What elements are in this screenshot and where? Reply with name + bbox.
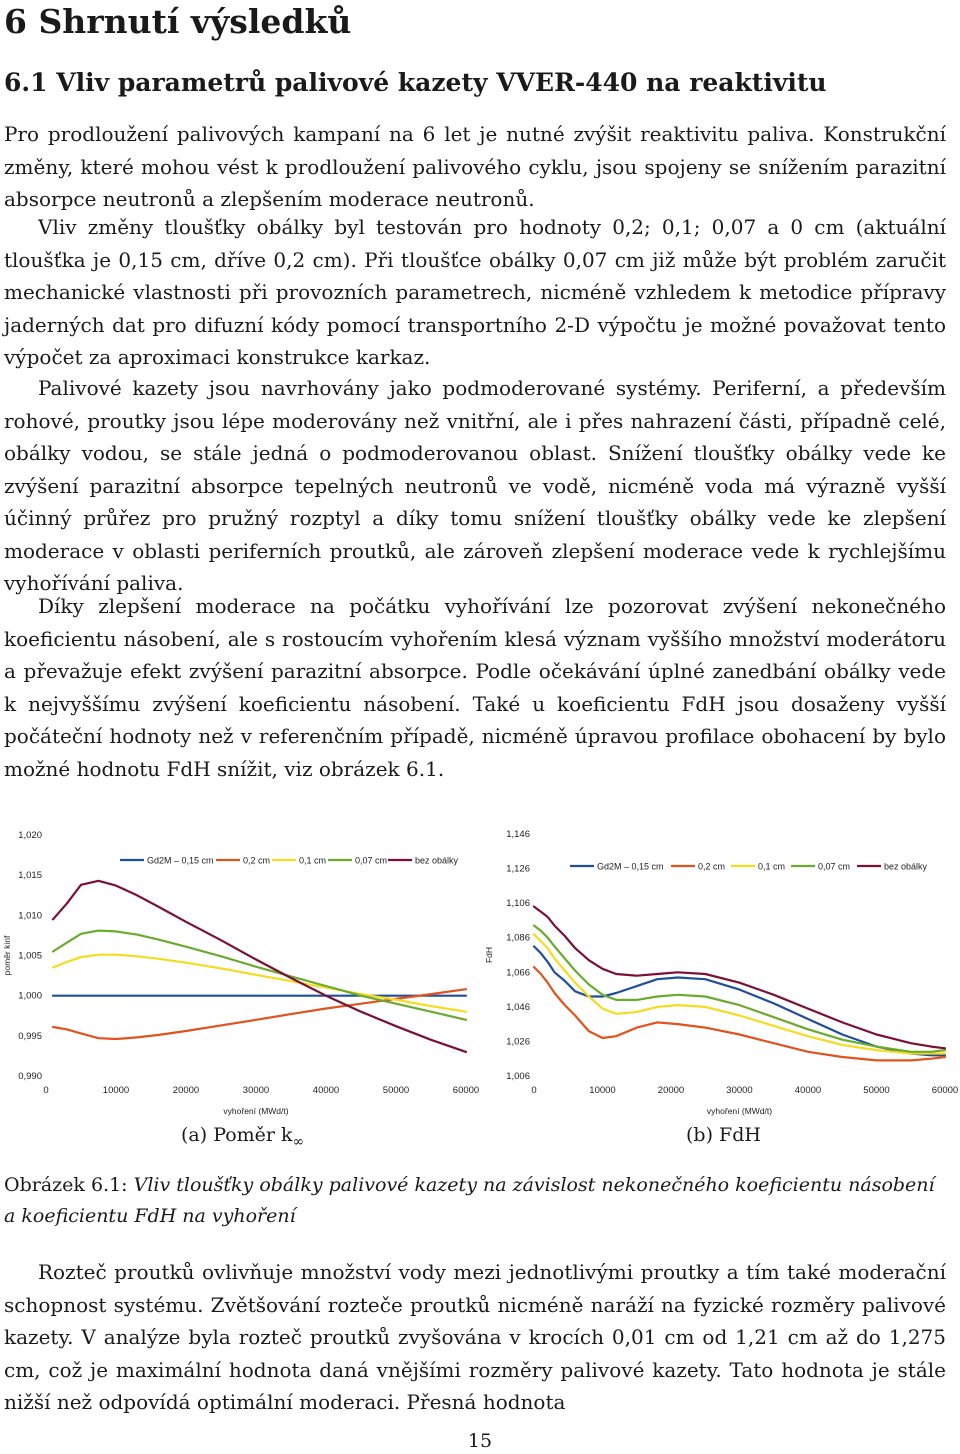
legend-label: 0,1 cm	[299, 855, 327, 866]
legend-label: Gd2M – 0,15 cm	[597, 861, 664, 872]
legend-label: bez obálky	[415, 855, 459, 866]
chapter-heading: 6 Shrnutí výsledků	[4, 2, 352, 41]
series-line	[53, 881, 466, 1052]
x-tick-label: 50000	[863, 1085, 890, 1096]
x-axis-label: vyhoření (MWd/t)	[223, 1106, 289, 1116]
y-tick-label: 1,020	[18, 830, 42, 841]
x-tick-label: 20000	[172, 1085, 200, 1096]
legend-label: 0,2 cm	[243, 855, 271, 866]
paragraph-5: Rozteč proutků ovlivňuje množství vody mezi jednotlivými proutky a tím také moderační schopnost systému. Zvětšování rozteče proutků nicméně naráží na fyzické rozměry palivové kazety. V analýze byla rozteč proutků zvyšována v krocích 0,01 cm od 1,21 cm až do 1,275 cm, což je maximální hodnota daná vnějšími rozměry palivové kazety. Tato hodnota je stále nižší než odpovídá optimální moderaci. Přesná hodnota	[4, 1260, 946, 1414]
x-tick-label: 50000	[382, 1085, 410, 1096]
y-tick-label: 1,010	[18, 910, 42, 922]
subcaption-a-subscript: ∞	[292, 1133, 305, 1150]
page-number: 15	[467, 1430, 493, 1452]
series-line	[53, 955, 466, 1012]
legend-label: 0,07 cm	[355, 855, 388, 866]
paragraph-1: Pro prodloužení palivových kampaní na 6 let je nutné zvýšit reaktivitu paliva. Konstrukční změny, které mohou vést k prodloužení palivového cyklu, jsou spojeny se snížením parazitní absorpce neutronů a zlepšením moderace neutronů.	[4, 122, 946, 211]
x-axis-label: vyhoření (MWd/t)	[706, 1106, 773, 1116]
y-tick-label: 1,026	[506, 1036, 530, 1048]
legend-label: bez obálky	[884, 861, 928, 872]
section-heading: 6.1 Vliv parametrů palivové kazety VVER-440 na reaktivitu	[4, 68, 827, 97]
x-tick-label: 40000	[794, 1085, 822, 1096]
figure-caption-label: Obrázek 6.1:	[4, 1174, 128, 1196]
series-line	[534, 946, 945, 1055]
y-tick-label: 1,015	[18, 870, 42, 882]
legend-label: 0,1 cm	[758, 861, 786, 872]
legend-label: 0,2 cm	[698, 861, 726, 872]
paragraph-3: Palivové kazety jsou navrhovány jako podmoderované systémy. Periferní, a především rohové, proutky jsou lépe moderovány než vnitřní, ale i přes nahrazení části, případně celé, obálky vodou, se stále jedná o podmoderovanou oblast. Snížení tloušťky obálky vede ke zvýšení parazitní absorpce tepelných neutronů ve vodě, nicméně voda má výrazně vyšší účinný průřez pro pružný rozptyl a díky tomu snížení tloušťky obálky vede ke zlepšení moderace v oblasti periferních proutků, ale zároveň zlepšení moderace vede k rychlejšímu vyhořívání paliva.	[4, 376, 946, 595]
figure-caption-text: Vliv tloušťky obálky palivové kazety na závislost nekonečného koeficientu násobení a koeficientu FdH na vyhoření	[4, 1174, 935, 1227]
x-tick-label: 10000	[102, 1085, 130, 1096]
figure-caption	[4, 1170, 946, 1232]
paragraph-4: Díky zlepšení moderace na počátku vyhořívání lze pozorovat zvýšení nekonečného koeficientu násobení, ale s rostoucím vyhořením klesá význam vyššího množství moderátoru a převažuje efekt zvýšení parazitní absorpce. Podle očekávání úplné zanedbání obálky vede k nejvyššímu zvýšení koeficientu násobení. Také u koeficientu FdH jsou dosaženy vyšší počáteční hodnoty než v referenčním případě, nicméně úpravou profilace obohacení by bylo možné hodnotu FdH snížit, viz obrázek 6.1.	[4, 594, 946, 781]
y-tick-label: 1,126	[506, 863, 530, 875]
chart-kinf	[0, 816, 480, 1116]
y-tick-label: 1,000	[18, 990, 42, 1002]
series-line	[534, 967, 945, 1060]
x-tick-label: 0	[43, 1085, 49, 1096]
x-tick-label: 30000	[726, 1085, 753, 1096]
x-tick-label: 30000	[242, 1085, 270, 1096]
y-tick-label: 0,990	[18, 1071, 42, 1082]
y-tick-label: 1,146	[506, 829, 530, 840]
y-tick-label: 1,046	[506, 1001, 530, 1013]
x-tick-label: 40000	[312, 1085, 340, 1096]
y-axis-label: FdH	[484, 946, 494, 964]
subcaption-a-text: (a) Poměr k	[181, 1124, 293, 1146]
legend-label: Gd2M – 0,15 cm	[147, 855, 214, 866]
x-tick-label: 60000	[452, 1085, 480, 1096]
x-tick-label: 20000	[657, 1085, 685, 1096]
y-tick-label: 0,995	[18, 1030, 42, 1042]
y-tick-label: 1,005	[18, 950, 42, 962]
y-axis-label: poměr kinf	[2, 935, 12, 976]
y-tick-label: 1,006	[506, 1071, 530, 1082]
y-tick-label: 1,106	[506, 898, 530, 910]
y-tick-label: 1,086	[506, 932, 530, 944]
paragraph-2: Vliv změny tloušťky obálky byl testován pro hodnoty 0,2; 0,1; 0,07 a 0 cm (aktuální tloušťka je 0,15 cm, dříve 0,2 cm). Při tloušťce obálky 0,07 cm již může být problém zaručit mechanické vlastnosti při provozních parametrech, nicméně vzhledem k metodice přípravy jaderných dat pro difuzní kódy pomocí transportního 2-D výpočtu je možné považovat tento výpočet za aproximaci konstrukce karkaz.	[4, 215, 946, 369]
x-tick-label: 0	[531, 1085, 537, 1096]
x-tick-label: 10000	[589, 1085, 616, 1096]
subcaption-a	[181, 1124, 304, 1150]
x-tick-label: 60000	[931, 1085, 959, 1096]
subcaption-b: (b) FdH	[686, 1124, 761, 1146]
y-tick-label: 1,066	[506, 967, 530, 979]
legend-label: 0,07 cm	[818, 861, 851, 872]
series-line	[534, 907, 945, 1049]
chart-fdh	[486, 816, 960, 1116]
